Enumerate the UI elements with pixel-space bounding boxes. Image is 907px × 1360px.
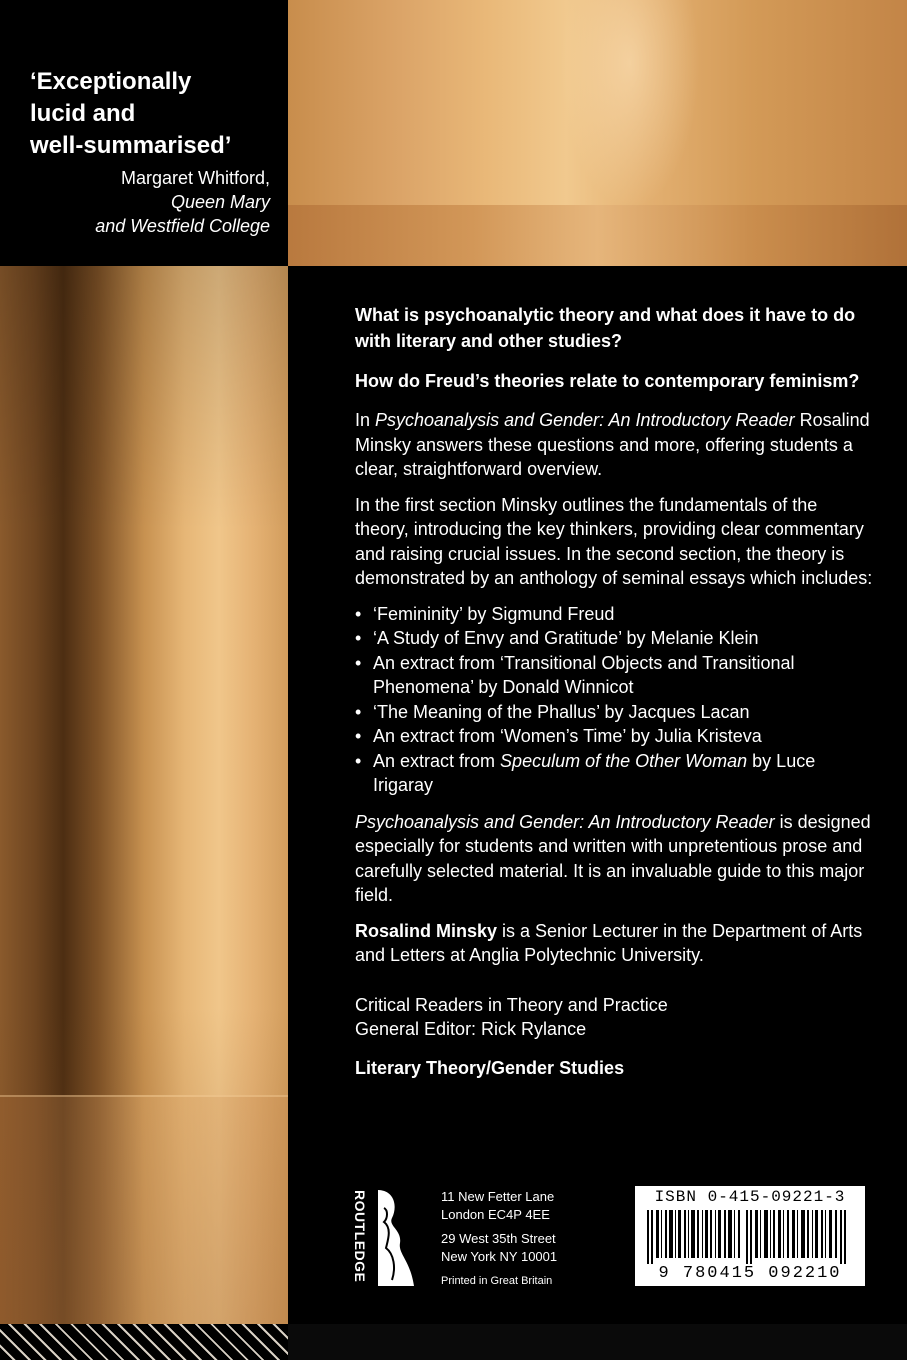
- intro-prefix: In: [355, 410, 376, 430]
- series-line-2: General Editor: Rick Rylance: [355, 1019, 587, 1039]
- author-bio: [355, 919, 875, 968]
- blurb: [355, 302, 875, 1080]
- endorsement-attribution: [30, 166, 270, 238]
- intro-paragraph: [355, 408, 875, 482]
- address-uk-2: London EC4P 4EE: [441, 1207, 550, 1222]
- ean-number: 9 780415 092210: [658, 1264, 842, 1283]
- cover-photo-top-band: [288, 205, 907, 266]
- endorsement-author: Margaret Whitford,: [120, 168, 270, 188]
- publisher-name: ROUTLEDGE: [352, 1190, 368, 1283]
- author-name: Rosalind Minsky: [355, 920, 498, 941]
- essay-item: [355, 749, 875, 798]
- section-paragraph: In the first section Minsky outlines the fundamentals of the theory, introducing the key thinkers, providing clear commentary and raising crucial issues. In the second section, the theory is demonstrated by an anthology of seminal essays which includes:: [355, 494, 873, 588]
- isbn-barcode: [635, 1186, 865, 1286]
- isbn-text: ISBN 0-415-09221-3: [654, 1188, 846, 1206]
- question-2: How do Freud’s theories relate to contemporary feminism?: [355, 371, 860, 391]
- essay-item: • An extract from ‘Women’s Time’ by Julia Kristeva: [355, 724, 875, 749]
- barcode-bars-icon: [647, 1210, 853, 1264]
- intro-suffix: Rosalind Minsky answers these questions and more, offering students a clear, straightforward overview.: [355, 410, 870, 479]
- cover-photo-highlight: [560, 0, 700, 210]
- endorsement: [30, 66, 280, 238]
- question-1: What is psychoanalytic theory and what does it have to do with literary and other studies?: [355, 305, 856, 351]
- essay-item: • ‘A Study of Envy and Gratitude’ by Melanie Klein: [355, 626, 875, 651]
- summary-suffix: is designed especially for students and written with unpretentious prose and carefully selected material. It is an invaluable guide to this major field.: [355, 811, 871, 905]
- intro-book-title: Psychoanalysis and Gender: An Introductory Reader: [375, 410, 795, 430]
- author-bio-text: is a Senior Lecturer in the Department of Arts and Letters at Anglia Polytechnic University.: [355, 920, 863, 965]
- essay-list: [355, 602, 875, 798]
- series-line-1: Critical Readers in Theory and Practice: [355, 994, 668, 1015]
- printed-note: Printed in Great Britain: [441, 1275, 553, 1287]
- subject-category: Literary Theory/Gender Studies: [355, 1057, 625, 1078]
- publisher-address: [441, 1188, 557, 1290]
- last-essay-title: Speculum of the Other Woman: [500, 750, 748, 771]
- hatch-pattern: [0, 1324, 288, 1360]
- cover-photo-left-band: [0, 1095, 288, 1326]
- summary-title: Psychoanalysis and Gender: An Introductory Reader: [355, 811, 775, 832]
- endorsement-affiliation-2: and Westfield College: [95, 216, 270, 236]
- address-us-2: New York NY 10001: [441, 1249, 558, 1264]
- address-us-1: 29 West 35th Street: [441, 1231, 556, 1246]
- routledge-logo-icon: [352, 1188, 422, 1288]
- essay-item: • ‘The Meaning of the Phallus’ by Jacques Lacan: [355, 700, 875, 725]
- last-essay-suffix: by Luce Irigaray: [373, 750, 816, 795]
- essay-item: • ‘Femininity’ by Sigmund Freud: [355, 602, 875, 627]
- summary-paragraph: [355, 810, 875, 908]
- last-essay-prefix: An extract from: [373, 750, 501, 771]
- endorsement-affiliation-1: Queen Mary: [170, 192, 270, 212]
- endorsement-quote: ‘Exceptionally lucid and well-summarised’: [30, 68, 232, 159]
- address-uk-1: 11 New Fetter Lane: [441, 1189, 555, 1204]
- essay-item: • An extract from ‘Transitional Objects and Transitional Phenomena’ by Donald Winnicot: [355, 651, 875, 700]
